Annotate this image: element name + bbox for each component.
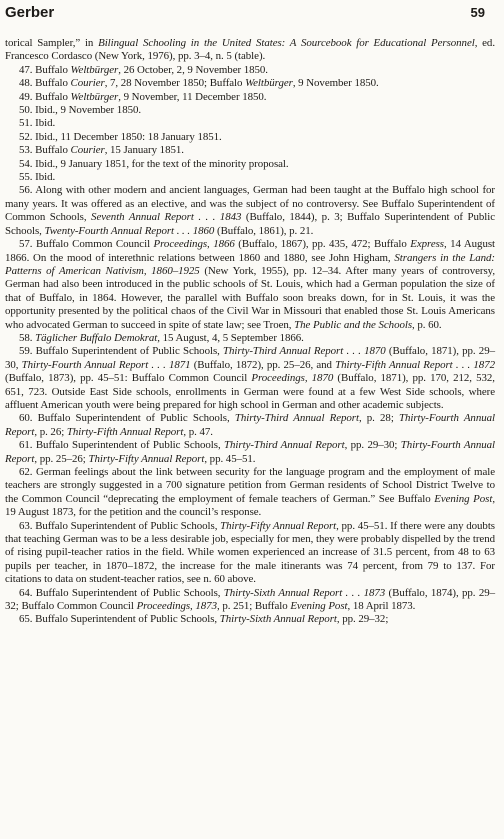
note-53 — [5, 144, 495, 157]
note-text: 60. Buffalo Superintendent of Public Schools, — [19, 412, 235, 425]
note-italic-title: Thirty-Fifty Annual Report — [88, 452, 205, 465]
note-italic-title: Weltbürger — [245, 77, 293, 90]
note-italic-title: Proceedings, 1870 — [251, 372, 334, 385]
note-text: , ed. Francesco Cordasco (New York, 1976), pp. 3–4, n. 5 (table). — [5, 37, 496, 63]
note-text: torical Sampler,” in — [5, 37, 99, 49]
note-italic-title: Weltbürger — [70, 90, 119, 103]
note-text: (Buffalo, 1874), pp. 29–32; Buffalo Common Council — [5, 586, 496, 613]
note-text: (Buffalo, 1867), pp. 435, 472; Buffalo — [234, 238, 411, 251]
note-text: (New York, 1955), pp. 12–34. After many years of controversy, German had also been introduced in the public schools of St. Louis, which had a German population the size of that of Buffalo, in 1864. However, the parallel with Buffalo soon breaks down, for in St. Louis, it was the opportunity presented by the political chaos of the Civil War in Missouri that enabled those St. Louis Americans who advocated German to succeed in spite of state law; see Troen, — [5, 264, 495, 331]
note-52 — [5, 131, 495, 144]
note-italic-title: Thirty-Sixth Annual Report — [219, 613, 337, 626]
note-italic-title: Seventh Annual Report . . . 1843 — [91, 211, 242, 224]
note-text: , 7, 28 November 1850; Buffalo — [104, 77, 246, 90]
note-italic-title: The Public and the Schools — [294, 318, 413, 331]
note-text: , 15 August, 4, 5 September 1866. — [157, 331, 304, 344]
note-italic-title: Täglicher Buffalo Demokrat — [35, 331, 158, 344]
note-text: , pp. 45–51. If there were any doubts that teaching German was to be a less desirable job, especially for men, they were probably dispelled by the trend of rising pupil-teacher ratios in the field. While women experienced an increase of 31.5 percent, from 48 to 63 pupils per teacher, in 1870–1872, the increase for the male itinerants was 74 percent, from 79 to 137. For citations to data on student-teacher ratios, see n. 60 above. — [5, 519, 495, 586]
note-text: , pp. 45–51. — [204, 452, 256, 465]
note-47 — [5, 64, 495, 77]
note-text: , pp. 29–30; — [344, 439, 401, 452]
note-text: , p. 26; — [34, 425, 67, 438]
note-text: 56. Along with other modern and ancient languages, German had been taught at the Buffalo high school for many years. It was offered as an elective, and was the subject of no controversy. See Buffalo Superintendent of Common Schools, — [5, 184, 495, 224]
note-59 — [5, 345, 495, 412]
note-continuation — [5, 37, 495, 64]
note-italic-title: Thirty-Fourth Annual Report . . . 1871 — [21, 358, 191, 371]
note-italic-title: Thirty-Third Annual Report — [224, 439, 345, 452]
note-text: 59. Buffalo Superintendent of Public Schools, — [19, 345, 224, 358]
note-text: , 9 November 1850. — [292, 77, 379, 90]
note-text: 50. Ibid., 9 November 1850. — [19, 104, 142, 117]
running-header-author: Gerber — [5, 4, 55, 21]
note-italic-title: Express — [410, 238, 444, 251]
note-text: 49. Buffalo — [19, 90, 71, 103]
note-61 — [5, 439, 495, 466]
note-48 — [5, 77, 495, 90]
note-57 — [5, 238, 495, 332]
note-italic-title: Proceedings, 1866 — [153, 238, 235, 251]
note-text: 51. Ibid. — [19, 117, 56, 130]
note-text: , 26 October, 2, 9 November 1850. — [118, 63, 268, 76]
note-text: , p. 251; Buffalo — [216, 600, 291, 613]
endnotes — [5, 37, 495, 627]
note-65 — [5, 613, 495, 626]
note-italic-title: Thirty-Fourth Annual Report — [5, 439, 495, 465]
note-italic-title: Weltbürger — [70, 63, 119, 76]
note-text: , 9 November, 11 December 1850. — [118, 90, 267, 103]
note-text: 62. German feelings about the link between security for the language program and the employment of male teachers are strongly suggested in a 700 signature petition from German residents of School District Twelve to the Common Council “deprecating the employment of female teachers of German.” See Buffalo — [5, 466, 495, 505]
note-text: 61. Buffalo Superintendent of Public Schools, — [19, 439, 225, 452]
note-55 — [5, 171, 495, 184]
note-text: (Buffalo, 1844), p. 3; Buffalo Superintendent of Public Schools, — [5, 211, 496, 237]
note-italic-title: Thirty-Fifth Annual Report . . . 1872 — [335, 358, 495, 371]
note-italic-title: Strangers in the Land: Patterns of American Nativism, 1860–1925 — [5, 251, 495, 277]
note-text: 47. Buffalo — [19, 63, 71, 76]
note-italic-title: Twenty-Fourth Annual Report . . . 1860 — [44, 224, 215, 237]
note-italic-title: Courier — [70, 144, 105, 157]
page-number: 59 — [470, 5, 485, 20]
note-text: , pp. 29–32; — [336, 613, 389, 626]
note-text: (Buffalo, 1871), pp. 170, 212, 532, 651, 723. Outside East Side schools, enrollments in German were found at a few West Side schools, where affluent American youth were being prepared for high school in German and other academic subjects. — [5, 372, 495, 411]
note-text: 54. Ibid., 9 January 1851, for the text of the minority proposal. — [19, 157, 289, 170]
note-text: , p. 60. — [412, 318, 442, 331]
note-italic-title: Evening Post — [434, 492, 493, 505]
note-54 — [5, 158, 495, 171]
note-text: , p. 47. — [183, 425, 213, 438]
note-63 — [5, 520, 495, 587]
note-text: 63. Buffalo Superintendent of Public Schools, — [19, 519, 221, 532]
note-italic-title: Thirty-Third Annual Report — [234, 412, 359, 425]
note-text: 64. Buffalo Superintendent of Public Schools, — [19, 586, 224, 599]
note-62 — [5, 466, 495, 520]
note-text: (Buffalo, 1872), pp. 25–26, and — [190, 358, 336, 371]
note-text: , p. 28; — [358, 412, 399, 425]
note-50 — [5, 104, 495, 117]
note-italic-title: Thirty-Fifth Annual Report — [66, 425, 184, 438]
note-64 — [5, 587, 495, 614]
note-text: 58. — [19, 331, 36, 344]
note-text: 57. Buffalo Common Council — [19, 238, 154, 251]
note-italic-title: Thirty-Fourth Annual Report — [5, 412, 495, 438]
note-italic-title: Evening Post — [290, 600, 348, 613]
note-text: , 14 August 1866. On the mood of interethnic relations between 1860 and 1880, see John Higham, — [5, 238, 495, 264]
note-56 — [5, 184, 495, 238]
note-text: 48. Buffalo — [19, 77, 71, 90]
note-text: (Buffalo, 1861), p. 21. — [214, 224, 314, 237]
note-italic-title: Thirty-Fifty Annual Report — [220, 519, 337, 532]
note-text: 55. Ibid. — [19, 171, 56, 184]
note-text: (Buffalo, 1873), pp. 45–51: Buffalo Common Council — [5, 372, 252, 385]
note-58 — [5, 332, 495, 345]
note-italic-title: Bilingual Schooling in the United States: A Sourcebook for Educational Personnel — [98, 37, 475, 49]
note-text: (Buffalo, 1871), pp. 29–30, — [5, 345, 495, 371]
note-text: 52. Ibid., 11 December 1850: 18 January 1851. — [19, 130, 222, 143]
note-49 — [5, 91, 495, 104]
note-text: , 18 April 1873. — [347, 600, 416, 613]
note-text: 65. Buffalo Superintendent of Public Schools, — [19, 613, 220, 626]
note-text: , pp. 25–26; — [34, 452, 89, 465]
note-italic-title: Proceedings, 1873 — [136, 600, 217, 613]
note-text: 53. Buffalo — [19, 144, 71, 157]
note-text: , 19 August 1873, for the petition and the council’s response. — [5, 492, 495, 519]
running-header — [5, 0, 499, 24]
note-italic-title: Thirty-Third Annual Report . . . 1870 — [223, 345, 386, 358]
note-italic-title: Thirty-Sixth Annual Report . . . 1873 — [223, 586, 386, 599]
note-italic-title: Courier — [70, 77, 105, 90]
note-60 — [5, 412, 495, 439]
note-text: , 15 January 1851. — [104, 144, 184, 157]
note-51 — [5, 117, 495, 130]
